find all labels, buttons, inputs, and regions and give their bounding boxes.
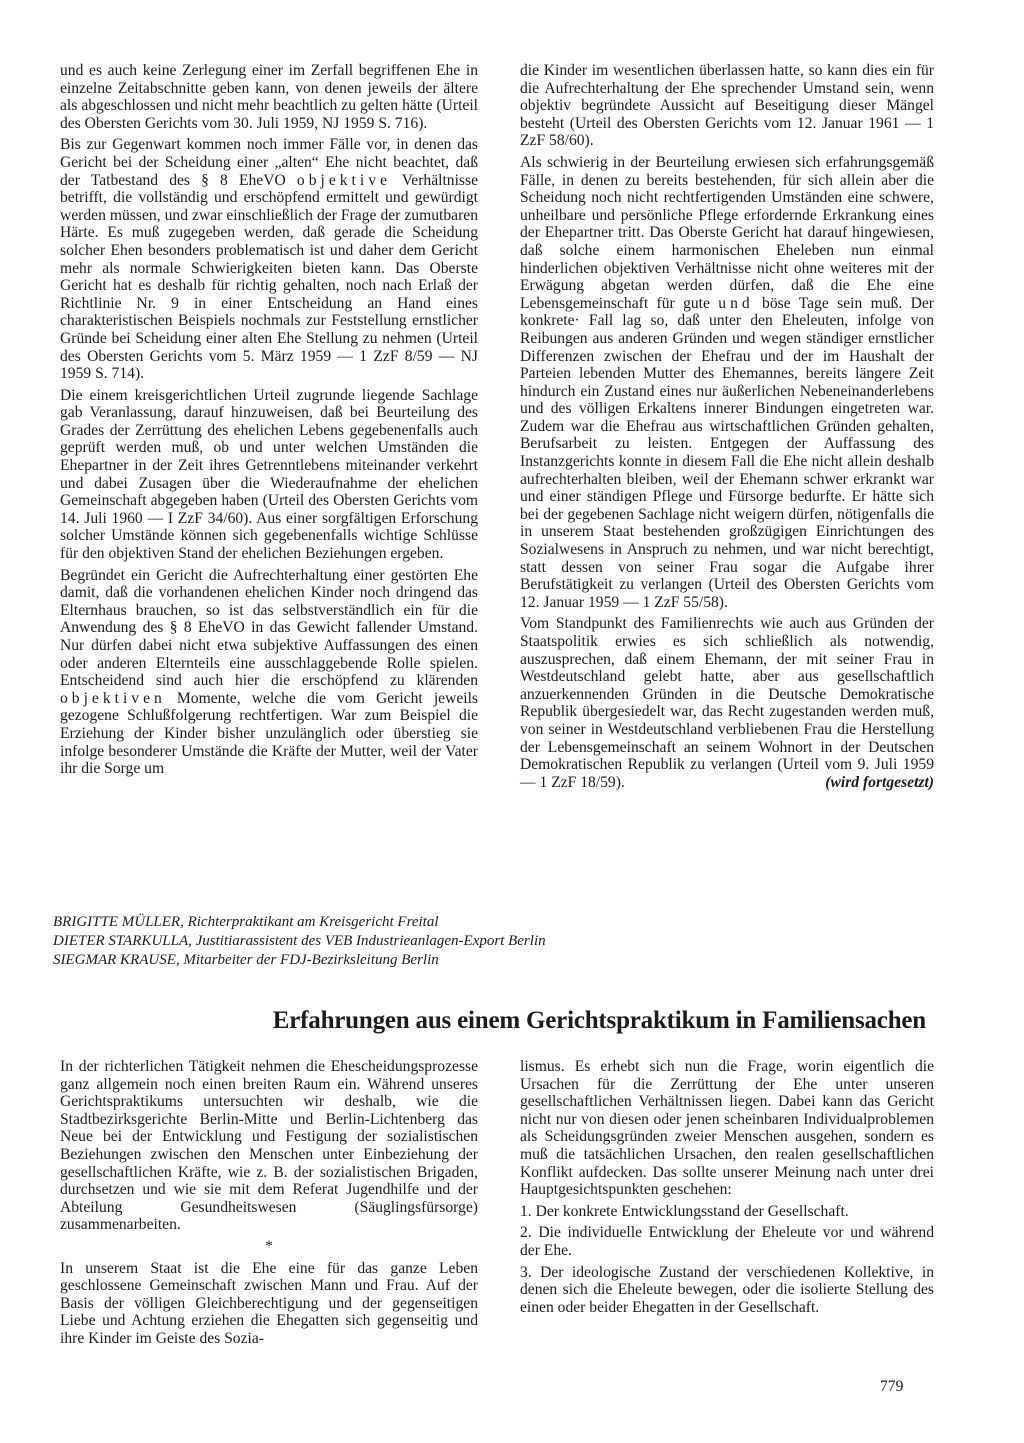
author-line: SIEGMAR KRAUSE, Mitarbeiter der FDJ-Bezirksleitung Berlin (53, 952, 439, 968)
article-column-right (520, 1058, 934, 1320)
paragraph: lismus. Es erhebt sich nun die Frage, worin eigentlich die Ursachen für die Zerrüttung der Ehe unter unseren gesellschaftlichen Verhältnissen liegen. Dabei kann das Gericht nicht nur von diesen oder jenen scheinbaren Individualproblemen als Scheidungsgründen zweier Menschen ausgehen, sondern es muß die tatsächlichen Ursachen, den realen gesellschaftlichen Konflikt aufdecken. Das sollte unserer Meinung nach unter drei Hauptgesichtspunkten geschehen: (520, 1058, 934, 1199)
paragraph: und es auch keine Zerlegung einer im Zerfall begriffenen Ehe in einzelne Zeitabschnitte geben kann, von denen jeweils der ältere als abgeschlossen und nicht mehr beachtlich zu gelten hätte (Urteil des Obersten Gerichts vom 30. Juli 1959, NJ 1959 S. 716). (60, 62, 478, 132)
numbered-list (520, 1203, 934, 1317)
author-line: DIETER STARKULLA, Justitiarassistent des VEB Industrieanlagen-Export Berlin (53, 933, 546, 949)
author-line: BRIGITTE MÜLLER, Richterpraktikant am Kreisgericht Freital (53, 914, 439, 930)
list-item: 3. Der ideologische Zustand der verschiedenen Kollektive, in denen sich die Eheleute bewegen, oder die isolierte Stellung des einen oder beider Ehegatten in der Gesellschaft. (520, 1263, 934, 1316)
article-column-left (60, 1058, 478, 1352)
article-headline: Erfahrungen aus einem Gerichtspraktikum in Familiensachen (272, 1007, 926, 1034)
spaced-emphasis: objektive (296, 171, 391, 189)
author-byline (53, 913, 753, 970)
paragraph: Die einem kreisgerichtlichen Urteil zugrunde liegende Sachlage gab Veranlassung, darauf hinzuweisen, daß bei Beurteilung des Grades der Zerrüttung des ehelichen Lebens gegebenenfalls auch geprüft werden muß, ob und unter welchen Umständen die Ehepartner in der Zeit ihres Getrenntlebens miteinander verkehrt und dabei Zusagen über die Wiederaufnahme der ehelichen Gemeinschaft abgegeben haben (Urteil des Obersten Gerichts vom 14. Juli 1960 — I ZzF 34/60). Aus einer sorgfältigen Erforschung solcher Umstände können sich gegebenenfalls wichtige Schlüsse für den objektiven Stand der ehelichen Beziehungen ergeben. (60, 386, 478, 563)
page-number: 779 (880, 1378, 904, 1395)
paragraph: Bis zur Gegenwart kommen noch immer Fälle vor, in denen das Gericht bei der Scheidung einer „alten“ Ehe nicht beachtet, daß der Tatbestand des § 8 EheVO objektive Verhältnisse betrifft, die vollständig und erschöpfend ermittelt und gewürdigt werden müssen, und zwar einschließlich der Frage der zumutbaren Härte. Es muß zugegeben werden, daß gerade die Scheidung solcher Ehen besonders problematisch ist und daher dem Gericht mehr als normale Schwierigkeiten bieten kann. Das Oberste Gericht hat es deshalb für richtig gehalten, noch nach Erlaß der Richtlinie Nr. 9 in einer Entscheidung an Hand eines charakteristischen Beispiels nochmals zur Feststellung ernstlicher Gründe bei Scheidung einer alten Ehe Stellung zu nehmen (Urteil des Obersten Gerichts vom 5. März 1959 — 1 ZzF 8/59 — NJ 1959 S. 714). (60, 136, 478, 383)
paragraph: Als schwierig in der Beurteilung erwiesen sich erfahrungsgemäß Fälle, in denen zu bereits bestehenden, für sich allein aber die Scheidung noch nicht rechtfertigenden Umständen eine schwere, unheilbare und persönliche Pflege erfordernde Erkrankung eines der Ehepartner tritt. Das Oberste Gericht hat darauf hingewiesen, daß solche einem harmonischen Eheleben nun einmal hinderlichen objektiven Verhältnisse nicht ohne weiteres mit der Erwägung abgetan werden dürfen, daß die Ehe eine Lebensgemeinschaft für gute und böse Tage sein muß. Der konkrete· Fall lag so, daß unter den Eheleuten, infolge von Reibungen aus anderen Gründen und wegen ständiger ernstlicher Differenzen zwischen der Ehefrau und der im Haushalt der Parteien lebenden Mutter des Ehemannes, bereits längere Zeit hindurch ein Zustand eines nur äußerlichen Nebeneinanderlebens und des völligen Erkaltens innerer Bindungen eingetreten war. Zudem war die Ehefrau aus wirtschaftlichen Gründen gehalten, Berufsarbeit zu leisten. Entgegen der Auffassung des Instanzgerichts konnte in diesem Fall die Ehe nicht allein deshalb aufrechterhalten bleiben, weil der Ehemann schwer erkrankt war und einer ständigen Pflege und Fürsorge bedurfte. Er hätte sich bei der gegebenen Sachlage nicht weigern dürfen, nötigenfalls die in unserem Staat bestehenden großzügigen Einrichtungen des Sozialwesens in Anspruch zu nehmen, und war nicht berechtigt, statt dessen von seiner Frau sogar die Aufgabe ihrer Berufstätigkeit zu verlangen (Urteil des Obersten Gerichts vom 12. Januar 1959 — 1 ZzF 55/58). (520, 153, 934, 611)
continued-note: (wird fortgesetzt) (825, 773, 934, 791)
paragraph: Vom Standpunkt des Familienrechts wie auch aus Gründen der Staatspolitik erwies es sich schließlich als notwendig, auszusprechen, daß einem Ehemann, der mit seiner Frau in Westdeutschland gelebt hatte, aber aus gesellschaftlich anzuerkennenden Gründen in die Deutsche Demokratische Republik übergesiedelt war, das Recht zugestanden werden muß, von seiner in Westdeutschland verbliebenen Frau die Herstellung der Lebensgemeinschaft an seinem Wohnort in der Deutschen Demokratischen Republik zu verlangen (Urteil vom 9. Juli 1959 — 1 ZzF 18/59). (wird fortgesetzt) (520, 615, 934, 791)
list-item: 2. Die individuelle Entwicklung der Eheleute vor und während der Ehe. (520, 1224, 934, 1259)
article-column-left (60, 62, 478, 782)
section-separator: * (265, 1237, 273, 1255)
paragraph: die Kinder im wesentlichen überlassen hatte, so kann dies ein für die Aufrechterhaltung der Ehe sprechender Umstand sein, wenn objektiv begründete Aussicht auf Beseitigung dieser Mängel besteht (Urteil des Obersten Gerichts vom 12. Januar 1961 — 1 ZzF 58/60). (520, 62, 934, 150)
spaced-emphasis: und (718, 294, 754, 312)
paragraph: Begründet ein Gericht die Aufrechterhaltung einer gestörten Ehe damit, daß die vorhandenen ehelichen Kinder noch dringend das Elternhaus brauchen, so ist das selbstverständlich ein für die Anwendung des § 8 EheVO in das Gewicht fallender Umstand. Nur dürfen dabei nicht etwa subjektive Auffassungen des einen oder anderen Elternteils eine ausschlaggebende Rolle spielen. Entscheidend sind auch hier die erschöpfend zu klärenden objektiven Momente, welche die vom Gericht jeweils gezogene Schlußfolgerung rechtfertigen. War zum Beispiel die Erziehung der Kinder bisher unzulänglich oder überstieg sie infolge besonderer Umstände die Kräfte der Mutter, weil der Vater ihr die Sorge um (60, 566, 478, 778)
article-column-right (520, 62, 934, 795)
list-item: 1. Der konkrete Entwicklungsstand der Gesellschaft. (520, 1202, 849, 1220)
paragraph: In der richterlichen Tätigkeit nehmen die Ehescheidungsprozesse ganz allgemein noch einen breiten Raum ein. Während unseres Gerichtspraktikums untersuchten wir deshalb, wie die Stadtbezirksgerichte Berlin-Mitte und Berlin-Lichtenberg das Neue bei der Entwicklung und Festigung der sozialistischen Beziehungen zwischen den Menschen unter Einbeziehung der gesellschaftlichen Kräfte, wie z. B. der sozialistischen Brigaden, durchsetzen und wie sie mit dem Referat Jugendhilfe und der Abteilung Gesundheitswesen (Säuglingsfürsorge) zusammenarbeiten. (60, 1058, 478, 1234)
paragraph: In unserem Staat ist die Ehe eine für das ganze Leben geschlossene Gemeinschaft zwischen Mann und Frau. Auf der Basis der völligen Gleichberechtigung und der gegenseitigen Liebe und Achtung erziehen die Ehegatten sich gegenseitig und ihre Kinder im Geiste des Sozia- (60, 1259, 478, 1347)
spaced-emphasis: objektiven (60, 689, 166, 707)
